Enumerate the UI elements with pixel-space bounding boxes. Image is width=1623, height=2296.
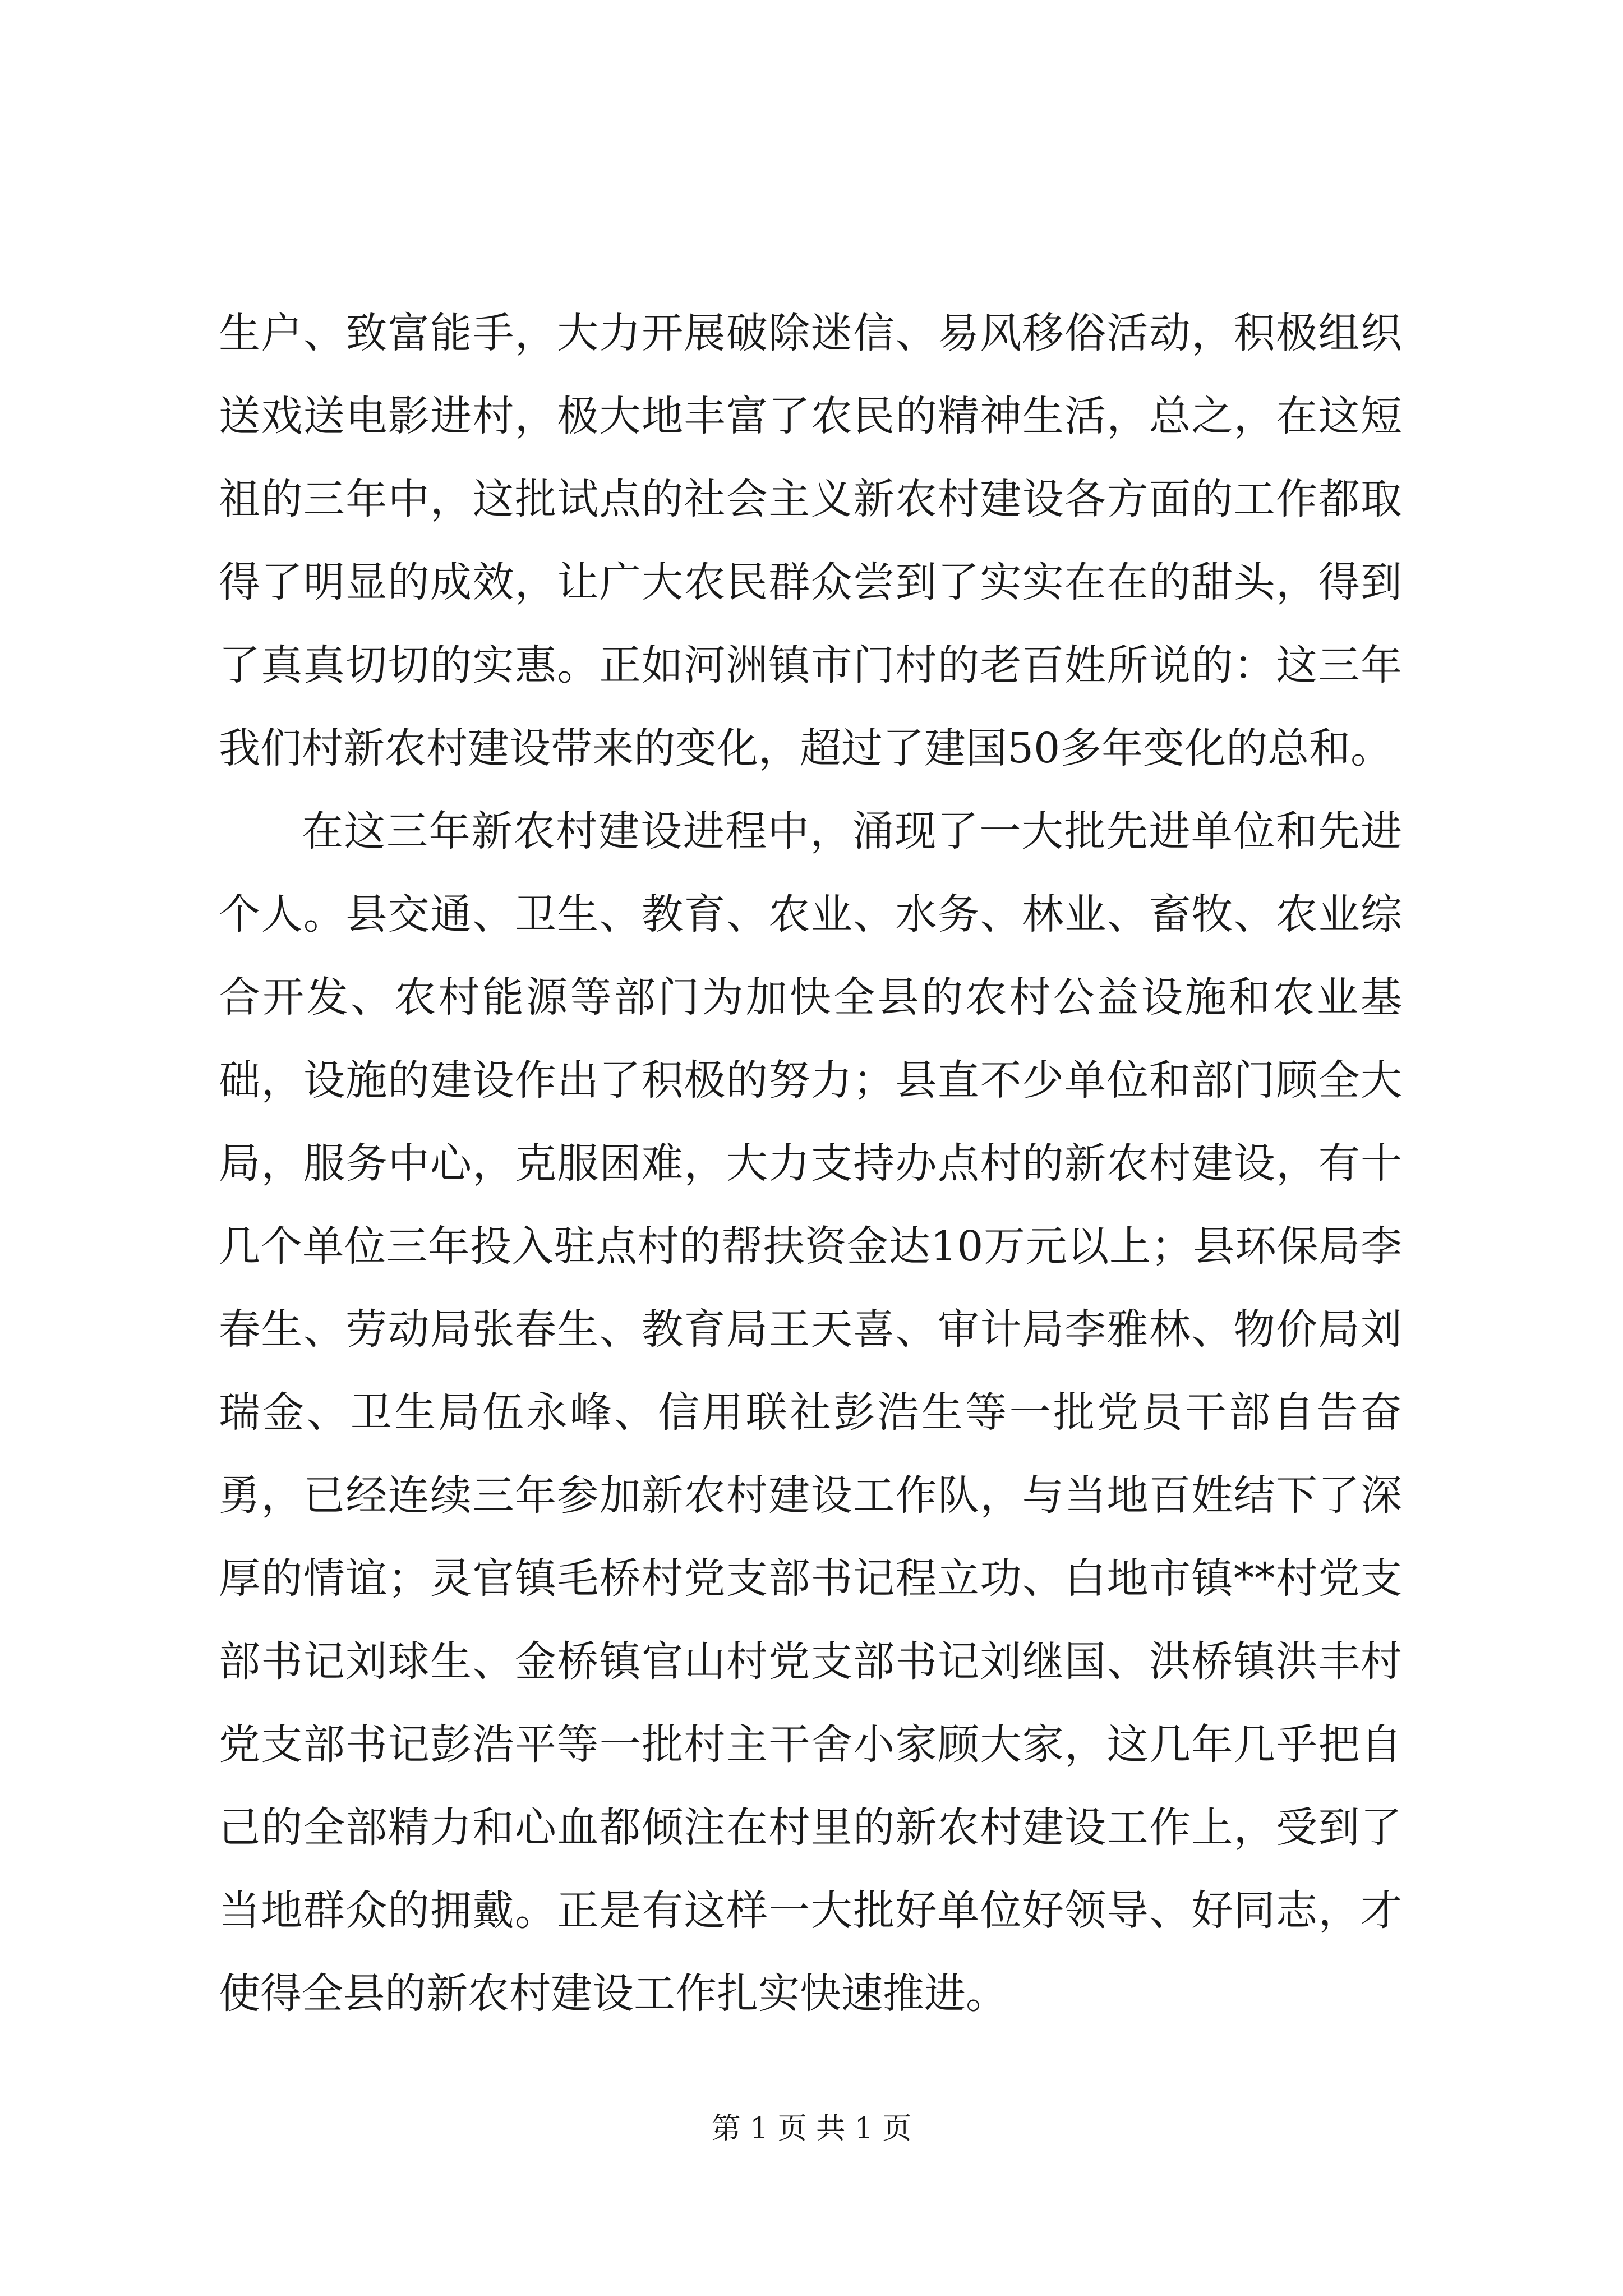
page-footer [0, 2109, 1623, 2148]
document-body [219, 292, 1402, 2035]
paragraph-2: 在这三年新农村建设进程中，涌现了一大批先进单位和先进个人。县交通、卫生、教育、农业、水务、林业、畜牧、农业综合开发、农村能源等部门为加快全县的农村公益设施和农业基础，设施的建设作出了积极的努力；县直不少单位和部门顾全大局，服务中心，克服困难，大力支持办点村的新农村建设，有十几个单位三年投入驻点村的帮扶资金达10万元以上；县环保局李春生、劳动局张春生、教育局王天喜、审计局李雅林、物价局刘瑞金、卫生局伍永峰、信用联社彭浩生等一批党员干部自告奋勇，已经连续三年参加新农村建设工作队，与当地百姓结下了深厚的情谊；灵官镇毛桥村党支部书记程立功、白地市镇**村党支部书记刘球生、金桥镇官山村党支部书记刘继国、洪桥镇洪丰村党支部书记彭浩平等一批村主干舍小家顾大家，这几年几乎把自己的全部精力和心血都倾注在村里的新农村建设工作上，受到了当地群众的拥戴。正是有这样一大批好单位好领导、好同志，才使得全县的新农村建设工作扎实快速推进。 [219, 807, 1402, 2018]
page-number-label: 第 1 页 共 1 页 [711, 2112, 912, 2146]
paragraph-1: 生户、致富能手，大力开展破除迷信、易风移俗活动，积极组织送戏送电影进村，极大地丰富了农民的精神生活，总之，在这短祖的三年中，这批试点的社会主义新农村建设各方面的工作都取得了明显的成效，让广大农民群众尝到了实实在在的甜头，得到了真真切切的实惠。正如河洲镇市门村的老百姓所说的：这三年我们村新农村建设带来的变化，超过了建国50多年变化的总和。 [219, 309, 1402, 772]
